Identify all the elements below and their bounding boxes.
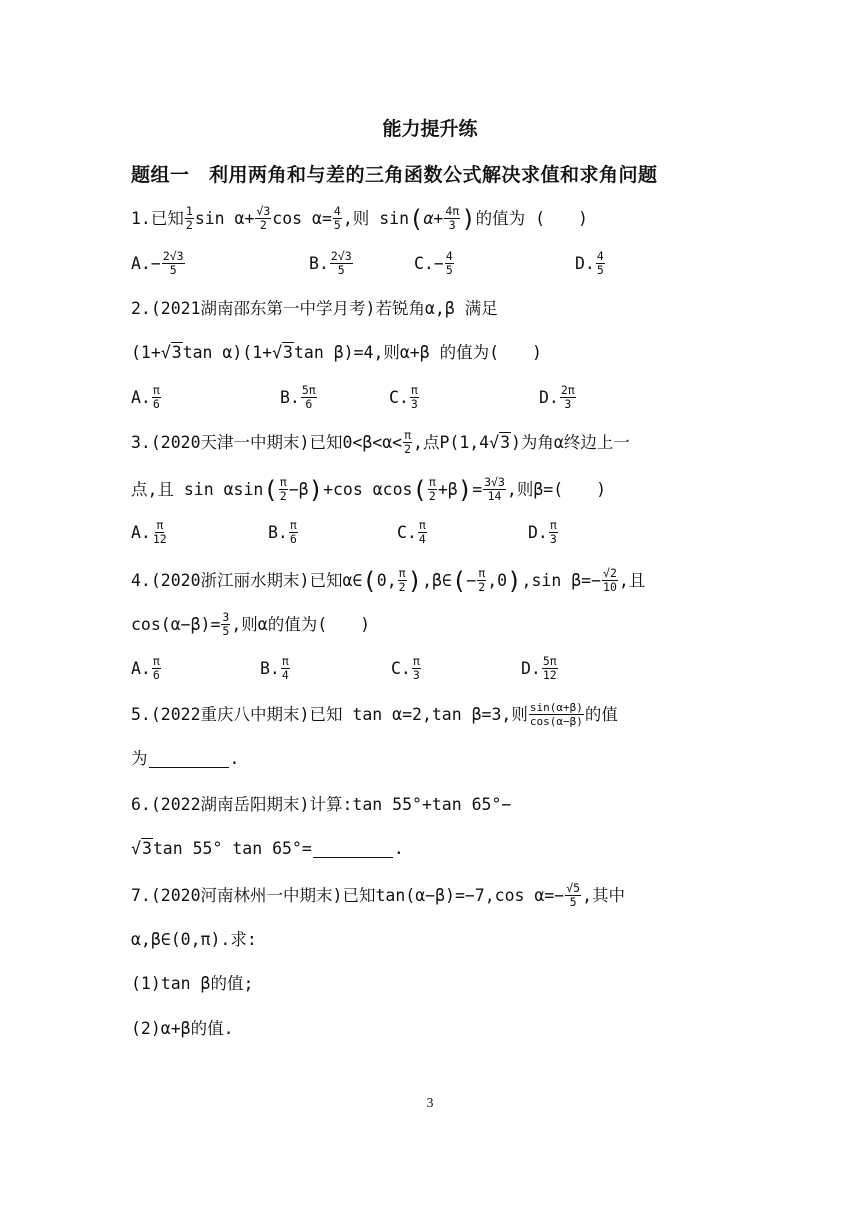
question-5-stem: 5.(2022重庆八中期末)已知 tan α=2,tan β=3,则 $\frac{\sin(\alpha+\beta)}{\cos(\alpha-\beta)}$ 的值 [131, 701, 618, 728]
fraction: $\frac{4}{5}$ [333, 204, 341, 232]
question-2-stem: 2.(2021湖南邵东第一中学月考)若锐角α,β 满足 [131, 299, 498, 318]
question-2-option-a[interactable]: A. $\frac{\pi}{6}$ [131, 383, 160, 411]
question-7-part-1: (1)tan β的值; [131, 974, 254, 993]
question-3-option-a[interactable]: A. $\frac{\pi}{12}$ [131, 518, 167, 546]
question-4-option-d[interactable]: D. $\frac{5\pi}{12}$ [521, 654, 557, 682]
question-1-option-a[interactable]: A. − $\frac{2√3}{5}$ [131, 249, 184, 277]
question-3-condition: 点,且 sin αsin ( $\frac{\pi}{2}$ −β ) +cos αcos ( $\frac{\pi}{2}$ +β ) = $\frac{3√3}{14}$ ,则β=( ) [131, 475, 607, 504]
section-title: 能力提升练 [382, 118, 478, 140]
question-7-part-2: (2)α+β的值. [131, 1019, 234, 1038]
question-2-option-d[interactable]: D. $\frac{2\pi}{3}$ [539, 383, 575, 411]
question-2-option-c[interactable]: C. $\frac{\pi}{3}$ [389, 383, 418, 411]
page-number: 3 [426, 1096, 434, 1111]
question-1-stem: 1. 已知 $\frac{1}{2}$ sin α+ $\frac{√3}{2}$ cos α= $\frac{4}{5}$ ,则 sin ( α+ $\frac{4\pi}{3}$ ) 的值为 ( ) [131, 204, 588, 233]
question-4-option-b[interactable]: B. $\frac{\pi}{4}$ [260, 654, 289, 682]
group-heading: 题组一 利用两角和与差的三角函数公式解决求值和求角问题 [131, 164, 658, 186]
answer-blank[interactable] [313, 841, 393, 858]
question-1-option-b[interactable]: B. $\frac{2√3}{5}$ [309, 249, 352, 277]
answer-blank[interactable] [149, 751, 229, 768]
question-1-option-d[interactable]: D. $\frac{4}{5}$ [575, 249, 604, 277]
question-4-stem: 4.(2020浙江丽水期末)已知α∈ ( 0, $\frac{\pi}{2}$ ) ,β∈ ( − $\frac{\pi}{2}$ ,0 ) ,sin β=− $\frac{√2}{10}$ ,且 [131, 566, 646, 595]
fraction: $\frac{1}{2}$ [185, 204, 193, 232]
question-4-option-a[interactable]: A. $\frac{\pi}{6}$ [131, 654, 160, 682]
question-7-condition: α,β∈(0,π).求: [131, 930, 257, 949]
question-6-answer: √3 tan 55° tan 65°= . [131, 839, 404, 858]
fraction: $\frac{√3}{2}$ [256, 204, 271, 232]
question-3-option-d[interactable]: D. $\frac{\pi}{3}$ [528, 518, 557, 546]
question-1-option-c[interactable]: C. − $\frac{4}{5}$ [414, 249, 453, 277]
question-2-option-b[interactable]: B. $\frac{5\pi}{6}$ [280, 383, 316, 411]
question-4-option-c[interactable]: C. $\frac{\pi}{3}$ [391, 654, 420, 682]
question-4-condition: cos(α−β)= $\frac{3}{5}$ ,则α的值为( ) [131, 610, 371, 638]
question-3-option-c[interactable]: C. $\frac{\pi}{4}$ [397, 518, 426, 546]
question-3-stem: 3.(2020天津一中期末)已知0<β<α< $\frac{\pi}{2}$ ,点P(1,4 √3 )为角α终边上一 [131, 428, 630, 456]
question-3-option-b[interactable]: B. $\frac{\pi}{6}$ [268, 518, 297, 546]
question-2-condition: (1+ √3 tan α)(1+ √3 tan β)=4,则α+β 的值为( ) [131, 343, 542, 362]
fraction: $\frac{4\pi}{3}$ [445, 204, 460, 232]
question-7-stem: 7.(2020河南林州一中期末)已知tan(α−β)=−7,cos α=− $\frac{√5}{5}$ ,其中 [131, 881, 626, 909]
question-6-stem: 6.(2022湖南岳阳期末)计算:tan 55°+tan 65°− [131, 795, 512, 814]
question-5-answer: 为 . [131, 749, 240, 768]
